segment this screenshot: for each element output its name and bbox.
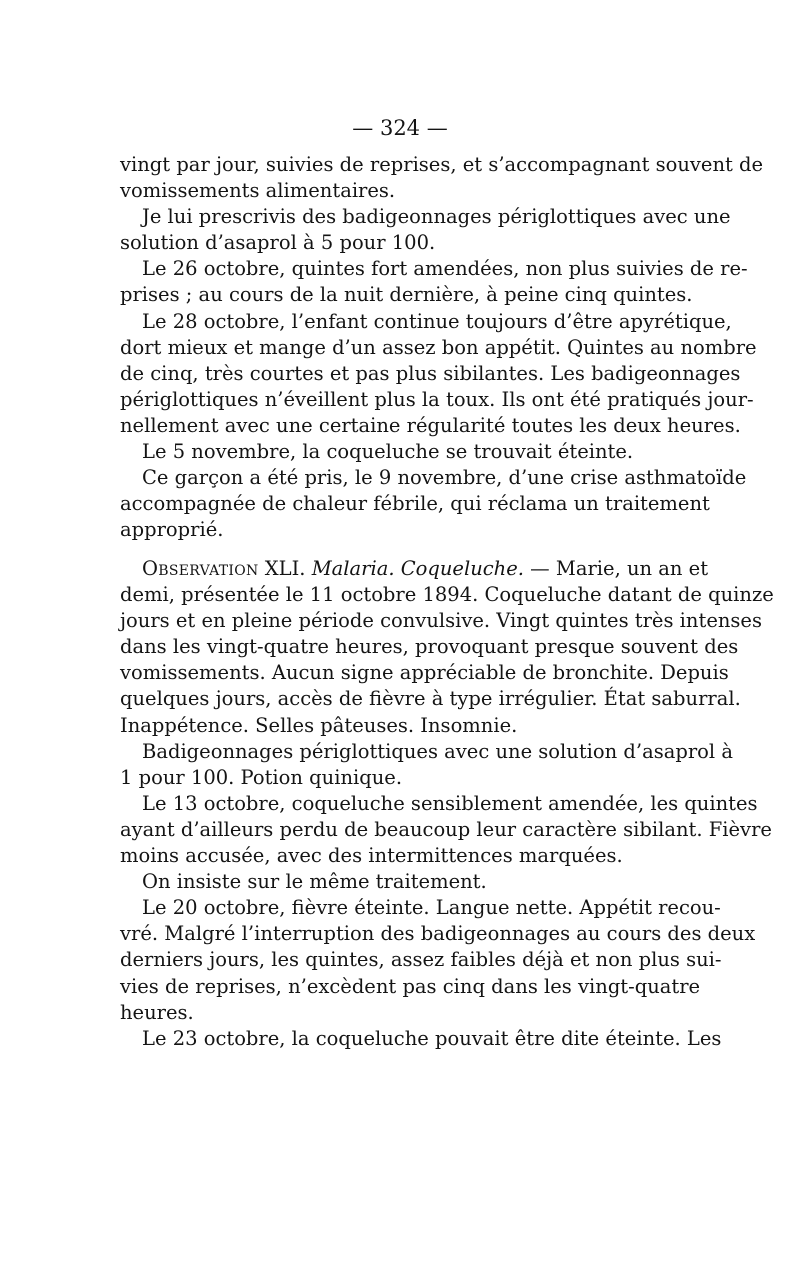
text-line: approprié. (120, 518, 224, 542)
observation-first-line: — Marie, un an et (523, 557, 709, 580)
text-line: On insiste sur le même traitement. (142, 870, 487, 894)
text-line: derniers jours, les quintes, assez faibles déjà et non plus sui- (120, 948, 722, 972)
text-line: Le 23 octobre, la coqueluche pouvait être dite éteinte. Les (142, 1026, 722, 1050)
text-line: dans les vingt-quatre heures, provoquant presque souvent des (120, 635, 739, 659)
text-block-1 (120, 152, 764, 543)
text-line: vomissements. Aucun signe appréciable de bronchite. Depuis (120, 661, 729, 685)
text-line: Le 26 octobre, quintes fort amendées, non plus suivies de re- (142, 257, 748, 281)
text-line: Inappétence. Selles pâteuses. Insomnie. (120, 713, 518, 737)
text-line: de cinq, très courtes et pas plus sibilantes. Les badigeonnages (120, 361, 741, 385)
text-line: Le 28 octobre, l’enfant continue toujours d’être apyrétique, (142, 309, 732, 333)
text-line: vies de reprises, n’excèdent pas cinq dans les vingt-quatre (120, 974, 701, 998)
text-line: solution d’asaprol à 5 pour 100. (120, 231, 436, 255)
text-line: accompagnée de chaleur fébrile, qui réclama un traitement (120, 492, 710, 516)
text-line: ayant d’ailleurs perdu de beaucoup leur caractère sibilant. Fièvre (120, 817, 772, 841)
text-line: Je lui prescrivis des badigeonnages périglottiques avec une (142, 205, 731, 229)
text-line: Le 13 octobre, coqueluche sensiblement amendée, les quintes (142, 791, 758, 815)
text-line: 1 pour 100. Potion quinique. (120, 765, 403, 789)
observation-number: XLI. (258, 557, 312, 580)
text-line: Le 20 octobre, fièvre éteinte. Langue nette. Appétit recou- (142, 896, 721, 920)
observation-title: Malaria. Coqueluche. (311, 557, 524, 580)
text-line: dort mieux et mange d’un assez bon appétit. Quintes au nombre (120, 335, 757, 359)
text-line: périglottiques n’éveillent plus la toux. Ils ont été pratiqués jour- (120, 387, 754, 411)
text-line: vomissements alimentaires. (120, 179, 396, 203)
text-line: demi, présentée le 11 octobre 1894. Coqueluche datant de quinze (120, 583, 774, 607)
text-line: quelques jours, accès de fièvre à type irrégulier. État saburral. (120, 687, 741, 711)
text-line: moins accusée, avec des intermittences marquées. (120, 844, 623, 868)
text-line: Le 5 novembre, la coqueluche se trouvait éteinte. (142, 440, 634, 464)
text-line: heures. (120, 1000, 194, 1024)
text-line: nellement avec une certaine régularité toutes les deux heures. (120, 413, 741, 437)
text-line: vré. Malgré l’interruption des badigeonnages au cours des deux (120, 922, 756, 946)
observation-heading (120, 556, 709, 582)
text-line: prises ; au cours de la nuit dernière, à peine cinq quintes. (120, 283, 693, 307)
text-line: Badigeonnages périglottiques avec une solution d’asaprol à (142, 739, 733, 763)
text-block-2 (120, 556, 774, 1052)
text-line: Ce garçon a été pris, le 9 novembre, d’une crise asthmatoïde (142, 466, 747, 490)
page-number: — 324 — (352, 116, 448, 140)
text-line: vingt par jour, suivies de reprises, et s’accompagnant souvent de (120, 153, 764, 176)
text-line: jours et en pleine période convulsive. Vingt quintes très intenses (120, 609, 762, 633)
observation-label: OBSERVATION (142, 557, 259, 580)
